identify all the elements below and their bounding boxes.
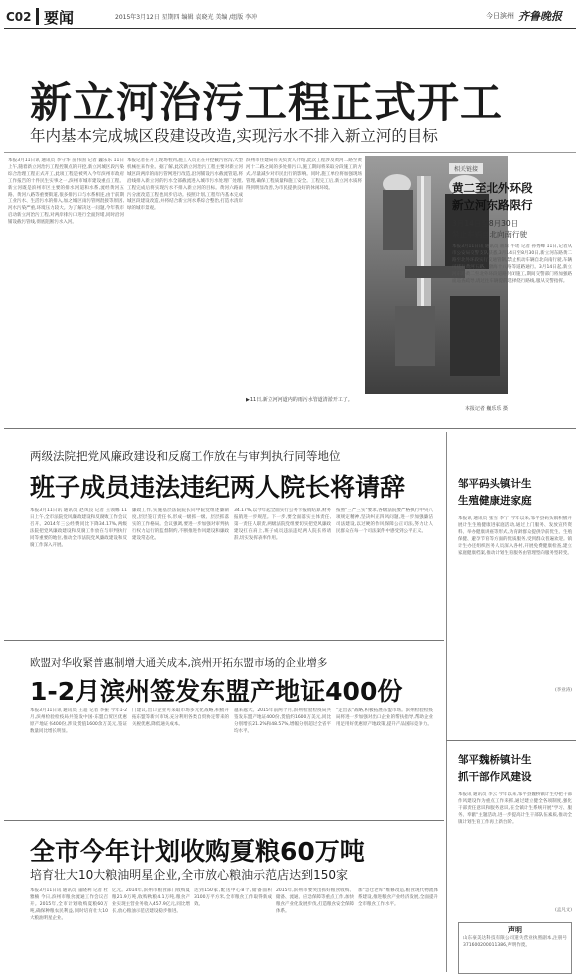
page-number: C02 [6, 10, 32, 24]
lead-column-3: 滨州市住建局有关负责人介绍,此次工程涉及黄河二路至黄河十二路之间的多处排污口,施工期间将采取分段施工的方式,尽量减少对市民出行的影响。同时,施工单位将加强现场管理,确保工程质量和施工安全。工程完工后,新立河水质将得到明显改善,为市民提供良好的休闲环境。 [246, 158, 362, 191]
photo-credit: 本报记者 巍乐乐 摄 [464, 406, 508, 412]
notice-title: 声明 [508, 926, 522, 934]
sidebar3-source: (孟凡文) [554, 908, 572, 913]
story4-column-5: 加"急仓老库"维修改造,粮食现代物流体系建设,推进粮食产业经济发展,全面提升全市粮食工作水平。 [358, 888, 438, 907]
section-bar [36, 8, 39, 25]
sidebar2-body: 本报讯 通讯员 张雪 李宁 今年以来,邹平县码头镇积极开展计生生殖健康进家庭活动,通过上门服务、发放宣传资料、举办健康讲座等形式,为育龄群众提供孕前优生、生殖保健、避孕节育等方面的优质服务,受到群众普遍欢迎。镇计生办还组织医务人员深入各村,开展免费健康检查,建立家庭健康档案,推动计划生育服务由管理型向服务型转变。 [458, 516, 572, 556]
story3-column-1: 本报3月11日讯 通讯员 王超 记者 李振 今年1-2月,滨州检验检疫局共签发中国-东盟自贸区优惠原产地证书400份,涉及货值1600余万美元,签证数量同比增长明显。 [30, 708, 127, 734]
sidebar1-subtitle: 3月14日至8月30日 禁止车辆自北向南行驶 [452, 219, 527, 239]
story3-headline: 1-2月滨州签发东盟产地证400份 [30, 677, 403, 706]
lead-headline: 新立河治污工程正式开工 [30, 78, 504, 127]
date-line: 2015年3月12日 星期四 编辑 袁晓光 美编 /组版 李冲 [115, 14, 258, 21]
divider-2 [4, 640, 444, 641]
story4-column-3: 达到150家,配送中心8个,储备面积3100万平方米,全市粮食工作取得新成效。 [194, 888, 272, 907]
lead-rule [4, 152, 576, 153]
header-rule [4, 28, 576, 29]
sidebar3-body: 本报讯 通讯员 李云 今年以来,邹平县魏桥镇计生办把干部作风建设作为重点工作来抓,通过建立健全各项制度,强化干部责任意识和服务意识,在全镇计生系统开展"学习、服务、奉献"主题活动,进一步提高计生干部队伍素质,推动全镇计划生育工作再上新台阶。 [458, 792, 572, 825]
sidebar1-body: 本报3月11日讯 通讯员 蒋琛 牛瑶 记者 孙秀峰 11日,记者从市公安局交警支队获悉,3月14日至8月30日,新立河东路黄二路至北外环段实行交通管制,禁止机动车辆自北向南行驶,车辆可绕行黄河五路、渤海十八路等道路通行。3月14日起,新立河东路黄二至北外环段道路封闭施工,期间交警部门将加强路面巡查疏导,请过往车辆提前选择绕行路线,服从交警指挥。 [452, 244, 572, 284]
divider-3 [4, 820, 444, 821]
story2-column-4: 按照"三严三实"要求,各级法院要严格执行中央八项规定精神,坚决纠正四风问题,进一步加强廉洁司法建设,以过硬的作风保障公正司法,努力让人民群众在每一个司法案件中感受到公平正义。 [336, 508, 433, 534]
notice-box [458, 922, 572, 974]
sidebar1-title: 黄二至北外环段 新立河东路限行 [452, 181, 533, 212]
story2-column-2: 廉政工作,实施基层法院院长向中院党组述廉制度,层层签订责任书,形成一级抓一级、层层抓落实的工作格局。会议强调,要进一步加强对审判执行权力运行的监督制约,不断推进作风建设和廉政建设常态化。 [132, 508, 229, 541]
story3-column-4: "走出去"战略,积极拓展东盟市场。滨州检验检疫局将进一步加强对出口企业的帮扶指导,帮助企业用足用好优惠原产地政策,提升产品国际竞争力。 [336, 708, 433, 727]
story2-column-1: 本报3月11日讯 通讯员 赵凤良 记者 王领娜 11日上午,全市法院党风廉政建设和反腐败工作会议召开。2014年三公经费同比下降34.17%,两级法院把党风廉政建设和反腐工作放在与审判执行同等重要的地位,推动全市法院党风廉政建设和反腐工作深入开展。 [30, 508, 127, 548]
sidebar2-title: 邹平码头镇计生 生殖健康进家庭 [458, 478, 532, 507]
right-column-divider [446, 432, 447, 972]
sidebar-tag: 相关链接 [449, 163, 483, 174]
story3-column-3: 越来越大。2015年前两个月,滨州检验检疫局共签发东盟产地证400份,货值约1600万美元,同比分别增长21.2%和48.57%,增幅分别超过全省平均水平。 [234, 708, 331, 734]
sidebar2-source: (李业涛) [554, 688, 572, 693]
notice-body: 山东豪美达科技有限公司遗失营业执照副本,注册号371600200011386,声明作废。 [463, 936, 567, 948]
story4-headline: 全市今年计划收购夏粮60万吨 [30, 837, 365, 866]
story4-column-2: 亿元。2014年,滨州市粮食部门收购夏粮21.9万吨,收购秋粮4.1万吨,粮食产业实现主营业务收入457.9亿元,同比增长,放心粮油示范店建设稳步推进。 [112, 888, 190, 914]
divider-right-1 [446, 740, 576, 741]
photo-caption: ▶11日,新立河河道内的雨污水管道清淤开工了。 [246, 397, 353, 403]
brand-logo: 齐鲁晚报 [518, 10, 562, 23]
story3-kicker: 欧盟对华收紧普惠制增大通关成本,滨州开拓东盟市场的企业增多 [30, 657, 328, 669]
story2-kicker: 两级法院把党风廉政建设和反腐工作放在与审判执行同等地位 [30, 449, 341, 463]
story3-column-2: 门建议,出口企业可采取市场多元化战略,积极开拓东盟等新兴市场,充分利用各类自贸协定带来的关税优惠,降低通关成本。 [132, 708, 229, 727]
section-title: 要闻 [44, 9, 75, 27]
lead-subhead: 年内基本完成城区段建设改造,实现污水不排入新立河的目标 [30, 127, 438, 145]
lead-column-1: 本报3月11日讯 通讯员 李守华 苗伟国 记者 巍乐乐 11日上午,随着新立河治污工程控制点的开挖,新立河城区段污染综合治理工程正式开工,此项工程是被列入今年滨州市政府工作报告的十件民生实事之一,滨州市城市建设重点工程。新立河既是滨州市区主要的排水河道和水系,流经黄河五路、黄河八路等重要街道,很多排污口与水系相连,由于前期工业污水、生活污水的排入,加之城区雨污管网混接等原因,河水污染严重,环境压力较大。为了解决这一问题,今年我市启动新立河治污工程,对两岸排污口进行全面封堵,同时沿河铺设截污管线,彻底阻断污水入河。 [8, 158, 124, 226]
story2-headline: 班子成员违法违纪两人院长将请辞 [30, 473, 406, 502]
sidebar3-title: 邹平魏桥镇计生 抓干部作风建设 [458, 754, 532, 783]
story4-column-4: 2015年,滨州市要突出抓好粮食收购、储备、流通、应急保障等重点工作,加快粮食产业化发展步伐,打造粮食安全保障体系。 [276, 888, 354, 914]
story4-subhead: 培育壮大10大粮油明星企业,全市放心粮油示范店达到150家 [30, 868, 348, 882]
story4-column-1: 本报3月11日讯 通讯员 董晓利 记者 杜雅楠 今日,滨州市粮食流通工作会议召开。2015年,全市计划收购夏粮60万吨,确保种粮农民利益,同时培育壮大10大粮油明星企业。 [30, 888, 108, 921]
paper-name: 今日滨州 [486, 12, 514, 20]
story2-column-3: 34.17%,以今年起全面实行公务卡报销结算,财务报销进一步规范。下一步,要全面落实主体责任,第一责任人职责,两级法院党组要切实把党风廉政建设扛在肩上,班子成员违法违纪两人院长将请辞,切实发挥表率作用。 [234, 508, 331, 541]
lead-column-2: 本报记者在开工现场看到,施工人员正在开挖截污管沟,大型机械往来作业。据了解,此次新立河治污工程主要对新立河城区段两岸的雨污管网进行改造,沿河铺设污水截流管道,将沿线排入新立河的污水全部截流进入城市污水处理厂处理,工程完成后将实现污水不排入新立河的目标。黄河六路雨污分流改造工程也同步启动。按照计划,工程年内基本完成城区段建设改造,并将结合新立河水系综合整治,打造水清岸绿的城市景观。 [127, 158, 243, 212]
divider-1 [4, 428, 576, 429]
